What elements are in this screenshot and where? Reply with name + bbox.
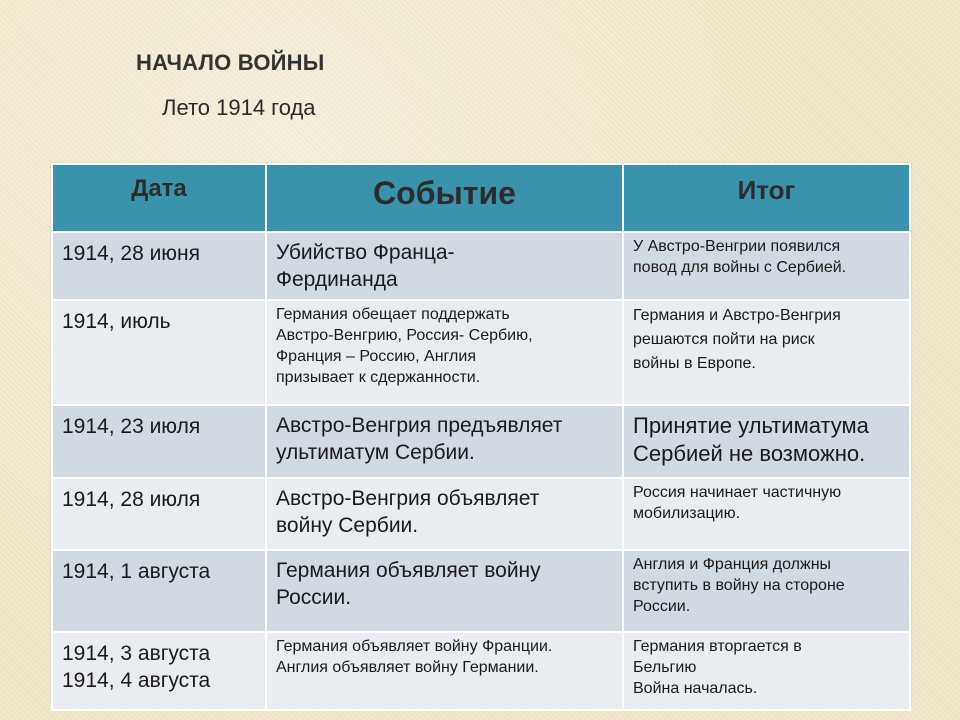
cell-line: Убийство Франца- [276, 241, 455, 264]
cell-event [266, 632, 623, 710]
cell-line: 1914, 3 августа [62, 642, 211, 665]
cell-line: Германия объявляет войну [276, 559, 541, 582]
cell-line: 1914, 28 июня [62, 242, 201, 265]
cell-line: Австро-Венгрию, Россия- Сербию, [276, 327, 533, 344]
cell-line: Германия объявляет войну Франции. [276, 638, 553, 655]
table-row [52, 632, 910, 710]
cell-line: России. [276, 586, 352, 609]
page-subtitle: Лето 1914 года [162, 95, 316, 120]
cell-line: России. [633, 598, 691, 615]
cell-line: 1914, 28 июля [62, 488, 201, 511]
cell-event [266, 405, 623, 478]
cell-line: Франция – Россию, Англия [276, 348, 476, 365]
cell-date [52, 550, 266, 632]
table-header-row [52, 164, 910, 232]
cell-line: Война началась. [633, 680, 758, 697]
cell-event [266, 550, 623, 632]
cell-date [52, 405, 266, 478]
cell-line: войну Сербии. [276, 514, 419, 537]
cell-result [623, 232, 910, 300]
cell-date [52, 232, 266, 300]
cell-event [266, 232, 623, 300]
cell-line: Германия обещает поддержать [276, 306, 510, 323]
table-row [52, 478, 910, 550]
cell-line: Австро-Венгрия предъявляет [276, 414, 563, 437]
table-row [52, 232, 910, 300]
cell-line: У Австро-Венгрии появился [633, 238, 841, 255]
cell-result [623, 478, 910, 550]
table-row [52, 405, 910, 478]
cell-line: 1914, 4 августа [62, 669, 211, 692]
cell-line: повод для войны с Сербией. [633, 259, 847, 276]
header-date: Дата [52, 164, 266, 232]
cell-event [266, 478, 623, 550]
cell-line: вступить в войну на стороне [633, 577, 845, 594]
cell-date [52, 300, 266, 405]
cell-line: Сербией не возможно. [633, 441, 866, 466]
table-row [52, 550, 910, 632]
cell-result [623, 632, 910, 710]
cell-line: 1914, 1 августа [62, 560, 211, 583]
cell-line: Австро-Венгрия объявляет [276, 487, 540, 510]
page-title: НАЧАЛО ВОЙНЫ [136, 50, 325, 75]
cell-line: ультиматум Сербии. [276, 441, 475, 464]
events-table [51, 163, 911, 711]
cell-line: мобилизацию. [633, 505, 741, 522]
cell-line: Германия вторгается в [633, 638, 802, 655]
cell-line: Германия и Австро-Венгрия [633, 307, 841, 324]
events-table-container [51, 163, 909, 701]
cell-line: 1914, июль [62, 310, 171, 333]
cell-line: Англия и Франция должны [633, 556, 832, 573]
cell-line: Принятие ультиматума [633, 413, 869, 438]
cell-line: призывает к сдержанности. [276, 369, 481, 386]
cell-line: решаются пойти на риск [633, 331, 815, 348]
header-event: Событие [266, 164, 623, 232]
cell-line: 1914, 23 июля [62, 415, 201, 438]
cell-line: Фердинанда [276, 268, 398, 291]
header-result: Итог [623, 164, 910, 232]
cell-event [266, 300, 623, 405]
cell-date [52, 478, 266, 550]
cell-result [623, 300, 910, 405]
cell-date [52, 632, 266, 710]
cell-line: войны в Европе. [633, 355, 756, 372]
cell-result [623, 550, 910, 632]
cell-result [623, 405, 910, 478]
cell-line: Россия начинает частичную [633, 484, 842, 501]
table-row [52, 300, 910, 405]
cell-line: Бельгию [633, 659, 697, 676]
cell-line: Англия объявляет войну Германии. [276, 659, 539, 676]
